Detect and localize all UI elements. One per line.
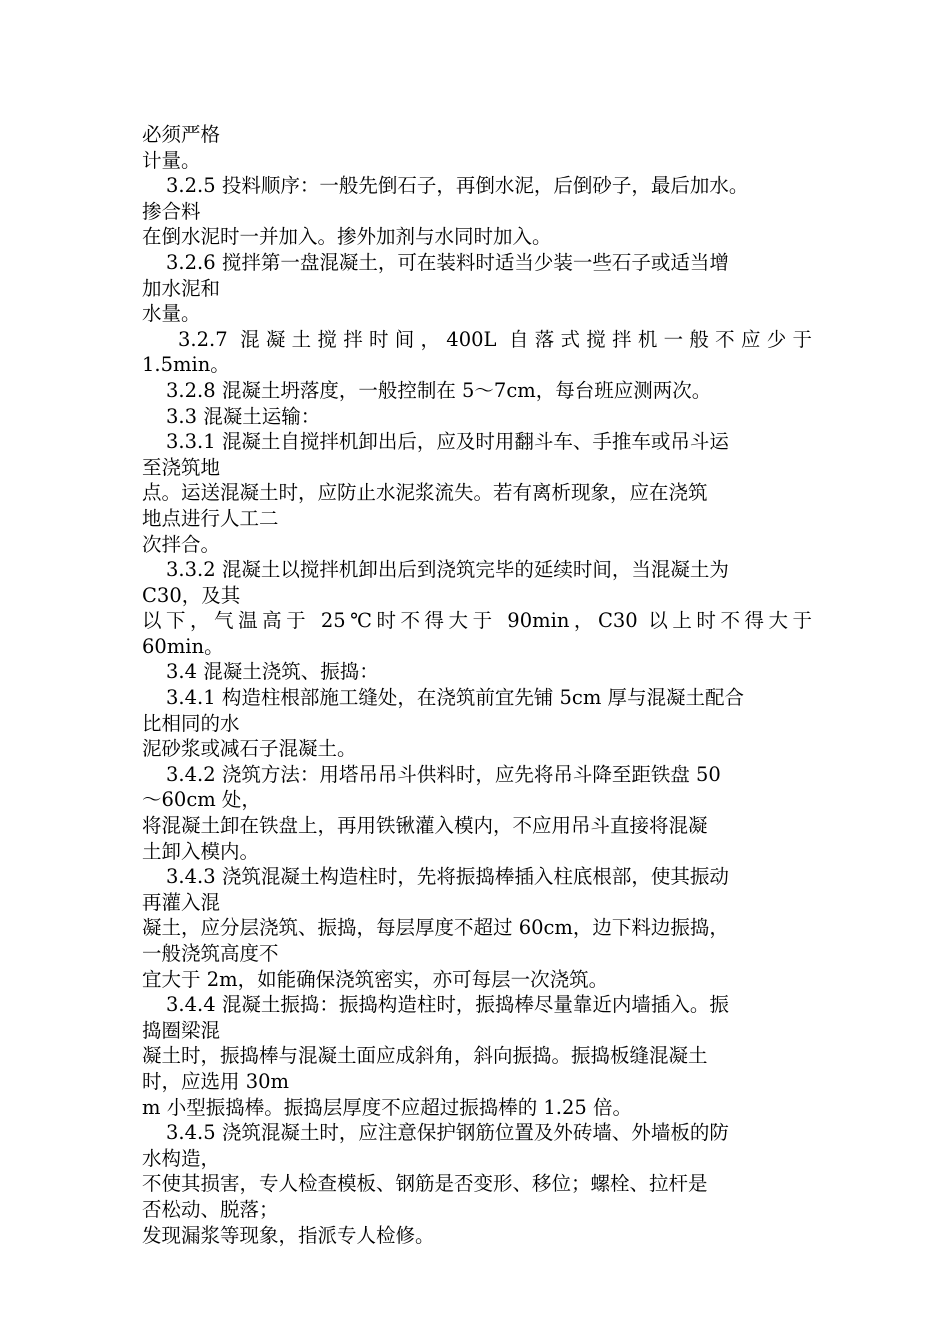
body-text xyxy=(142,122,812,1248)
text-line: m 小型振捣棒。振捣层厚度不应超过振捣棒的 1.25 倍。 xyxy=(142,1095,633,1119)
text-line: 掺合料 xyxy=(142,199,201,223)
text-line: 宜大于 2m，如能确保浇筑密实，亦可每层一次浇筑。 xyxy=(142,967,609,991)
text-line: 以下，气温高于 25℃时不得大于 90min，C30 以上时不得大于 xyxy=(142,609,812,633)
section-heading: 3.4.2 浇筑方法：用塔吊吊斗供料时，应先将吊斗降至距铁盘 50 xyxy=(166,762,721,786)
section-heading: 3.3.1 混凝土自搅拌机卸出后，应及时用翻斗车、手推车或吊斗运 xyxy=(166,430,729,454)
text-line: 次拌合。 xyxy=(142,532,221,556)
text-line: 捣圈梁混 xyxy=(142,1018,221,1042)
text-line: 加水泥和 xyxy=(142,276,221,300)
section-heading: 3.3 混凝土运输： xyxy=(166,404,321,428)
text-line: 地点进行人工二 xyxy=(142,506,279,530)
text-line: 将混凝土卸在铁盘上，再用铁锹灌入模内，不应用吊斗直接将混凝 xyxy=(142,814,708,838)
text-line: 土卸入模内。 xyxy=(142,839,260,863)
text-line: 凝土，应分层浇筑、振捣，每层厚度不超过 60cm，边下料边振捣， xyxy=(142,916,729,940)
text-line: 水构造， xyxy=(142,1146,221,1170)
text-line: 泥砂浆或减石子混凝土。 xyxy=(142,737,357,761)
text-line: C30，及其 xyxy=(142,583,241,607)
text-line: 发现漏浆等现象，指派专人检修。 xyxy=(142,1223,435,1247)
section-heading: 3.2.8 混凝土坍落度，一般控制在 5～7cm，每台班应测两次。 xyxy=(166,378,712,402)
section-heading: 3.3.2 混凝土以搅拌机卸出后到浇筑完毕的延续时间，当混凝土为 xyxy=(166,558,729,582)
section-heading: 3.4 混凝土浇筑、振捣： xyxy=(166,660,379,684)
text-line: 在倒水泥时一并加入。掺外加剂与水同时加入。 xyxy=(142,225,552,249)
text-line: 至浇筑地 xyxy=(142,455,221,479)
section-heading: 3.4.5 浇筑混凝土时，应注意保护钢筋位置及外砖墙、外墙板的防 xyxy=(166,1121,729,1145)
text-line: 凝土时，振捣棒与混凝土面应成斜角，斜向振捣。振捣板缝混凝土 xyxy=(142,1044,708,1068)
section-heading: 3.2.6 搅拌第一盘混凝土，可在装料时适当少装一些石子或适当增 xyxy=(166,250,729,274)
text-line: 计量。 xyxy=(142,148,201,172)
text-line: 1.5min。 xyxy=(142,353,230,377)
text-line: 否松动、脱落； xyxy=(142,1197,279,1221)
text-line: ～60cm 处， xyxy=(142,788,261,812)
section-heading: 3.4.3 浇筑混凝土构造柱时，先将振捣棒插入柱底根部，使其振动 xyxy=(166,865,729,889)
section-heading: 3.2.7 混凝土搅拌时间，400L 自落式搅拌机一般不应少于 xyxy=(178,327,812,351)
text-line: 点。运送混凝土时，应防止水泥浆流失。若有离析现象，应在浇筑 xyxy=(142,481,708,505)
text-line: 比相同的水 xyxy=(142,711,240,735)
section-heading: 3.4.1 构造柱根部施工缝处，在浇筑前宜先铺 5cm 厚与混凝土配合 xyxy=(166,686,745,710)
section-heading: 3.4.4 混凝土振捣：振捣构造柱时，振捣棒尽量靠近内墙插入。振 xyxy=(166,993,729,1017)
text-line: 必须严格 xyxy=(142,123,221,146)
text-line: 一般浇筑高度不 xyxy=(142,942,279,965)
text-line: 再灌入混 xyxy=(142,890,221,914)
section-heading: 3.2.5 投料顺序：一般先倒石子，再倒水泥，后倒砂子，最后加水。 xyxy=(166,174,749,198)
text-line: 60min。 xyxy=(142,634,224,658)
text-line: 不使其损害，专人检查模板、钢筋是否变形、移位；螺栓、拉杆是 xyxy=(142,1172,708,1196)
text-line: 水量。 xyxy=(142,302,201,326)
text-line: 时，应选用 30m xyxy=(142,1069,290,1093)
